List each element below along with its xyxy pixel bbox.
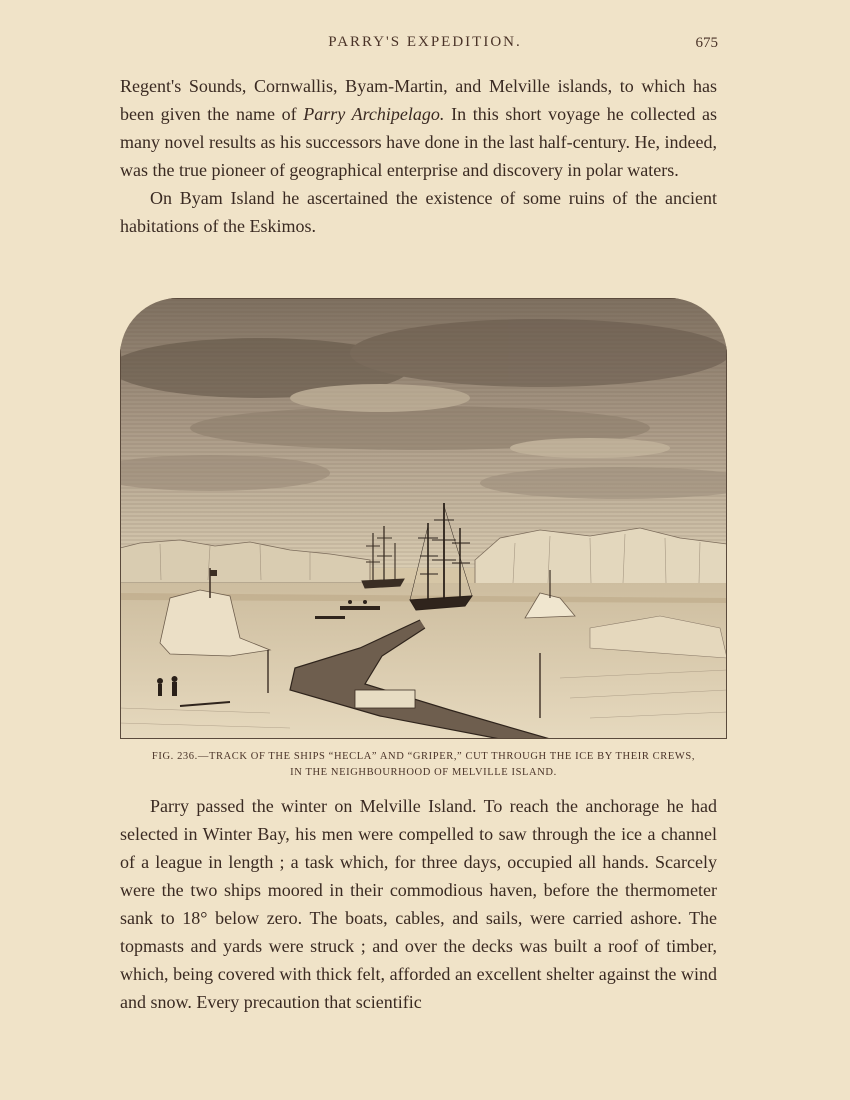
caption-line-2: IN THE NEIGHBOURHOOD OF MELVILLE ISLAND. xyxy=(290,767,557,778)
caption-line-1: FIG. 236.—TRACK OF THE SHIPS “HECLA” AND “GRIPER,” CUT THROUGH THE ICE BY THEIR CREWS, xyxy=(151,751,696,762)
running-title: PARRY'S EXPEDITION. xyxy=(328,34,522,50)
paragraph-text-end: In this short voyage he collected as many novel results as his successors have done in the last half-century. He, indeed, was the true pioneer of geographical enterprise and discovery in polar waters. xyxy=(120,104,717,180)
page-number: 675 xyxy=(695,35,718,51)
paragraph-byam-island: On Byam Island he ascertained the existence of some ruins of the ancient habitations of the Eskimos. xyxy=(120,188,717,236)
bottom-text-block xyxy=(120,792,717,1016)
running-header xyxy=(0,34,850,56)
paragraph-winter-melville: Parry passed the winter on Melville Island. To reach the anchorage he had selected in Winter Bay, his men were compelled to saw through the ice a channel of a league in length ; a task which, for three days, occupied all hands. Scarcely were the two ships moored in their commodious haven, before the thermometer sank to 18° below zero. The boats, cables, and sails, were carried ashore. The topmasts and yards were struck ; and over the decks was built a roof of timber, which, being covered with thick felt, afforded an excellent shelter against the wind and snow. Every precaution that scientific xyxy=(120,796,717,1012)
engraving-image xyxy=(120,298,727,739)
top-text-block xyxy=(120,72,717,240)
paragraph-parry-archipelago xyxy=(120,72,717,184)
figure-caption xyxy=(120,749,727,781)
italic-parry-archipelago: Parry Archipelago. xyxy=(303,104,445,124)
engraving-illustration xyxy=(120,298,727,739)
ice-floe-in-channel xyxy=(355,690,415,708)
paragraph-text-start: Regent's Sounds, Cornwallis, Byam-Martin, and Melville islands, to which has been given the name of xyxy=(120,76,717,124)
flag-left xyxy=(210,570,217,576)
